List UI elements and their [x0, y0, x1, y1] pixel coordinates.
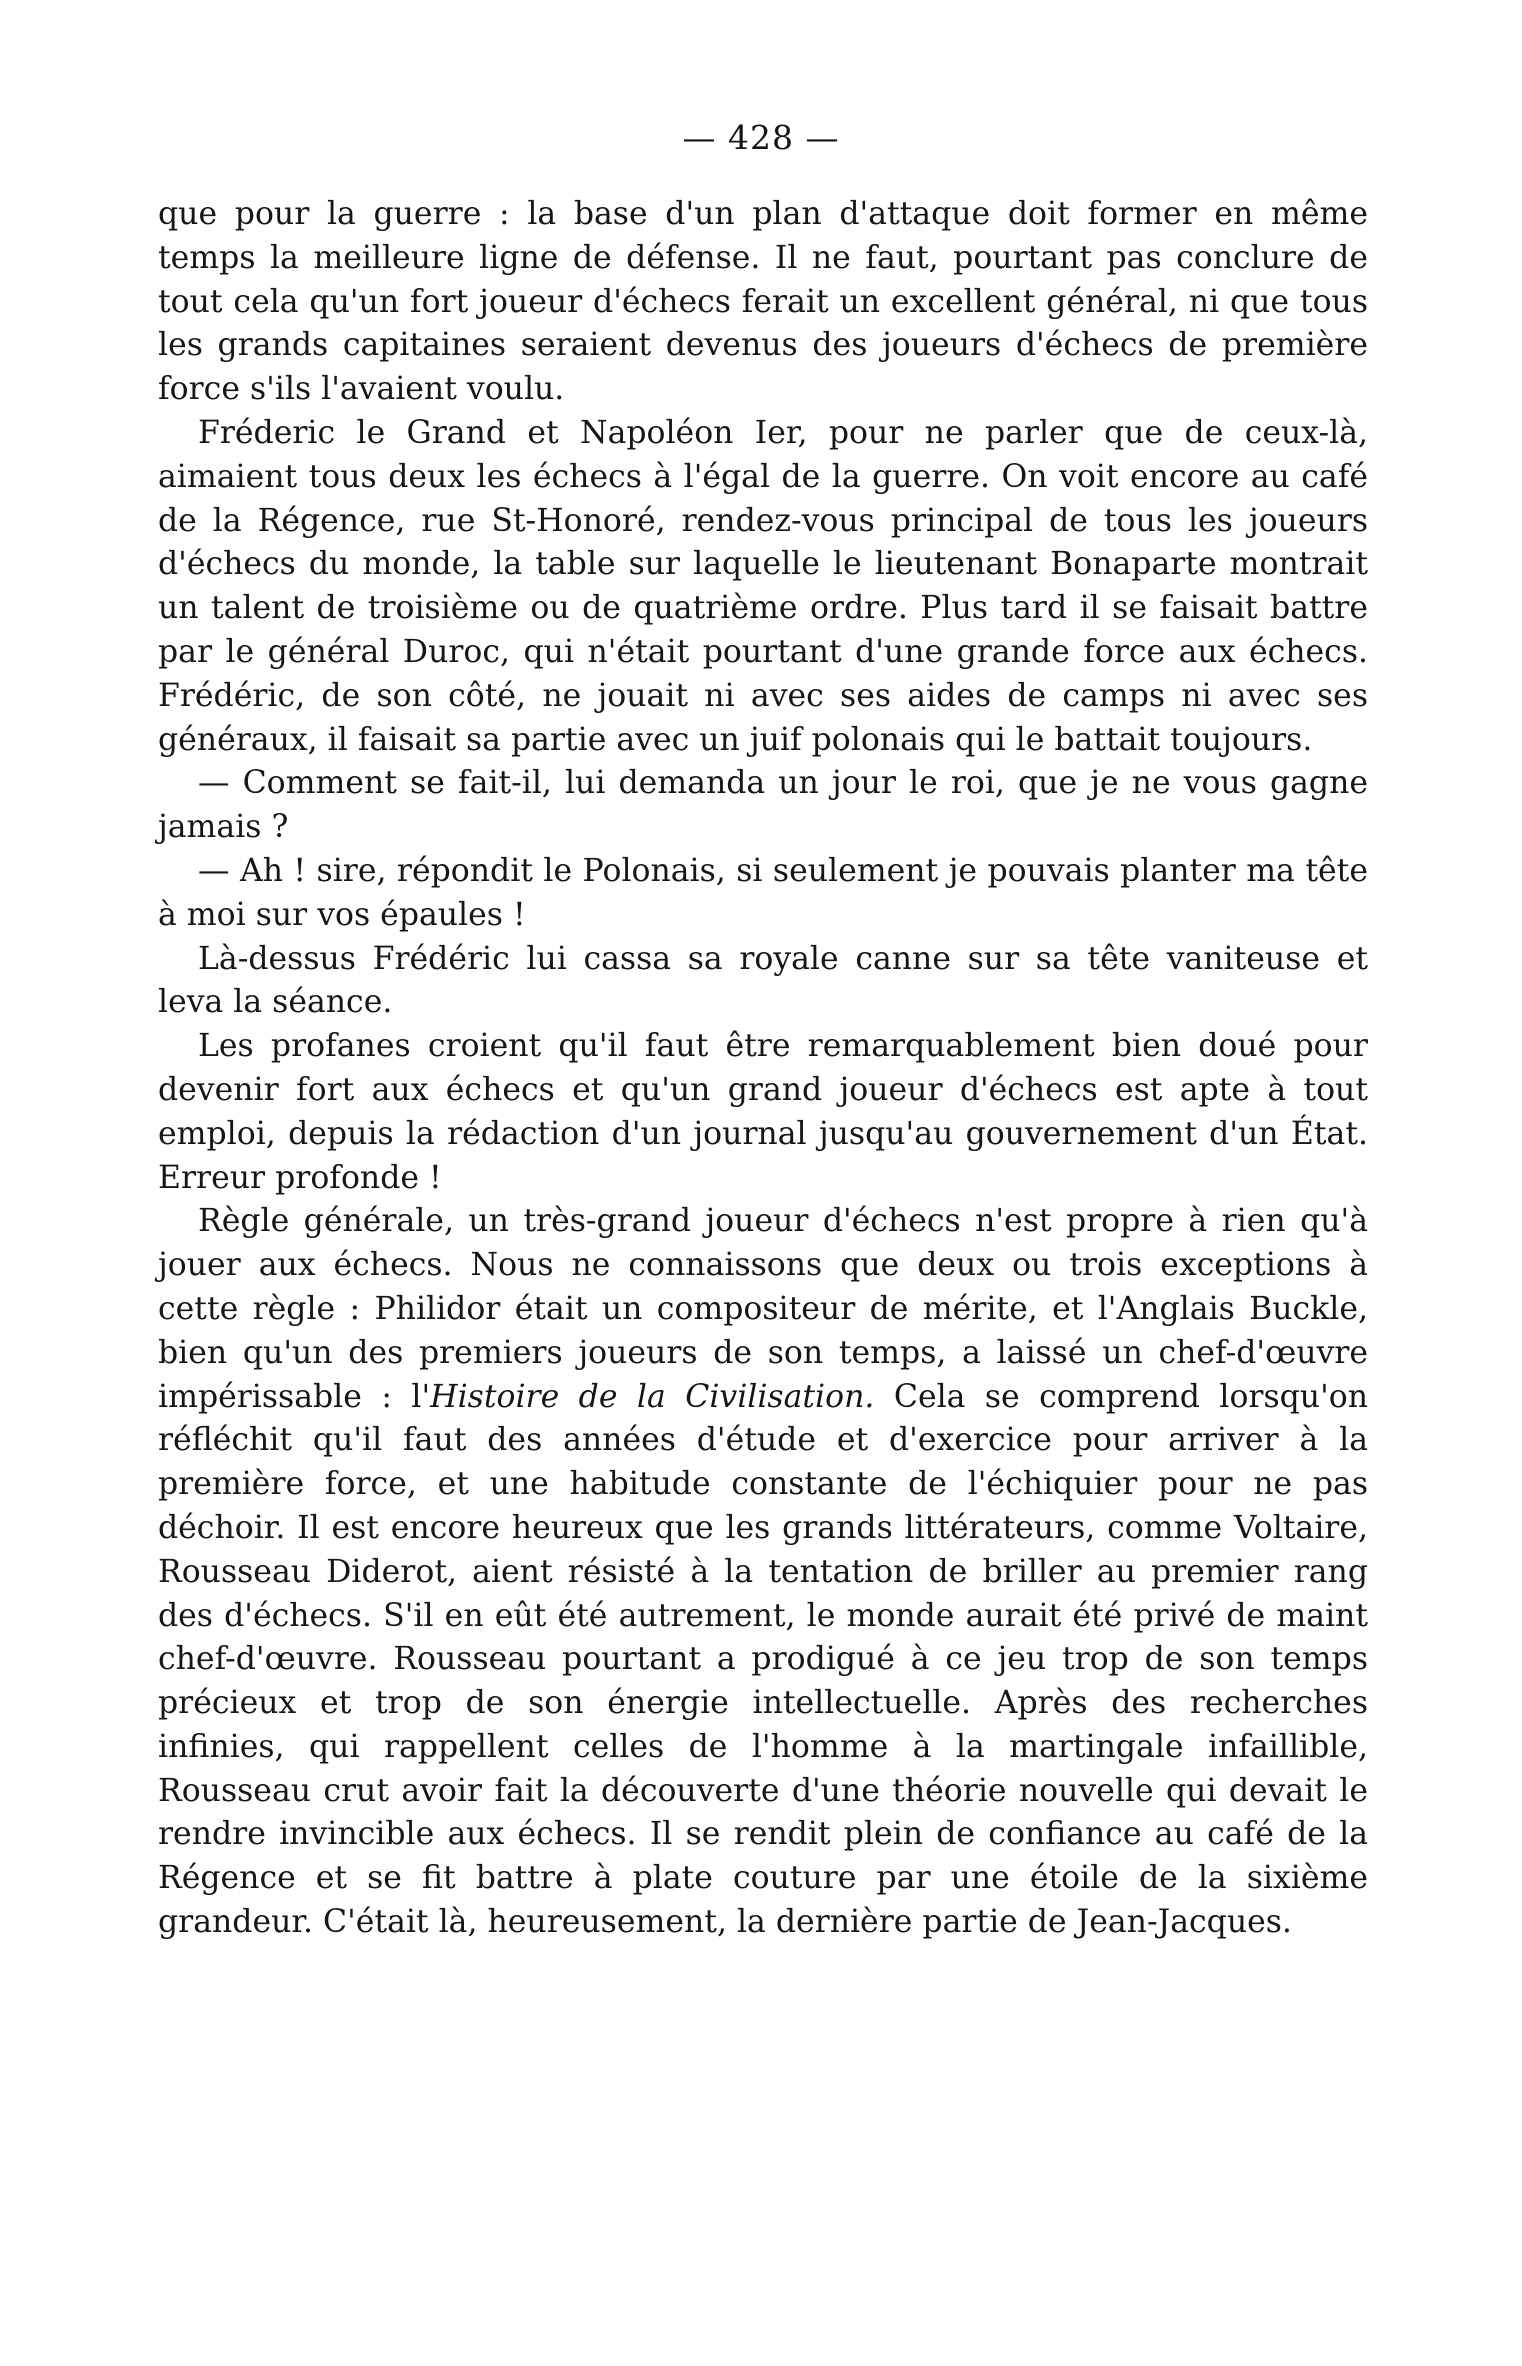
paragraph-3: — Comment se fait-il, lui demanda un jour le roi, que je ne vous gagne jamais ?: [158, 765, 1368, 846]
paragraph-2: Fréderic le Grand et Napoléon Ier, pour ne parler que de ceux-là, aimaient tous deux les échecs à l'égal de la guerre. On voit encore au café de la Régence, rue St-Honoré, rendez-vous principal de tous les joueurs d'échecs du monde, la table sur laquelle le lieutenant Bonaparte montrait un talent de troisième ou de quatrième ordre. Plus tard il se faisait battre par le général Duroc, qui n'était pourtant d'une grande force aux échecs. Frédéric, de son côté, ne jouait ni avec ses aides de camps ni avec ses généraux, il faisait sa partie avec un juif polonais qui le battait toujours.: [158, 414, 1368, 758]
body-text: [158, 193, 1368, 1945]
paragraph-4: — Ah ! sire, répondit le Polonais, si seulement je pouvais planter ma tête à moi sur vos épaules !: [158, 852, 1368, 933]
paragraph-1: que pour la guerre : la base d'un plan d'attaque doit former en même temps la meilleure ligne de défense. Il ne faut, pourtant pas conclure de tout cela qu'un fort joueur d'échecs ferait un excellent général, ni que tous les grands capitaines seraient devenus des joueurs d'échecs de première force s'ils l'avaient voulu.: [158, 196, 1368, 408]
paragraph-7: [158, 1200, 1368, 1945]
paragraph-6: Les profanes croient qu'il faut être remarquablement bien doué pour devenir fort aux échecs et qu'un grand joueur d'échecs est apte à tout emploi, depuis la rédaction d'un journal jusqu'au gouvernement d'un État. Erreur profonde !: [158, 1028, 1368, 1196]
paragraph-5: Là-dessus Frédéric lui cassa sa royale canne sur sa tête vaniteuse et leva la séance.: [158, 940, 1368, 1021]
book-title: Histoire de la Civilisation.: [430, 1378, 875, 1415]
paragraph-7-before: Règle générale, un très-grand joueur d'échecs n'est propre à rien qu'à jouer aux échecs. Nous ne connaissons que deux ou trois exceptions à cette règle : Philidor était un compositeur de mérite, et l'Anglais Buckle, bien qu'un des premiers joueurs de son temps, a laissé un chef-d'œuvre impérissable : l': [158, 1203, 1368, 1415]
paragraph-7-after: Cela se comprend lorsqu'on réfléchit qu'il faut des années d'étude et d'exercice pour arriver à la première force, et une habitude constante de l'échiquier pour ne pas déchoir. Il est encore heureux que les grands littérateurs, comme Voltaire, Rousseau Diderot, aient résisté à la tentation de briller au premier rang des d'échecs. S'il en eût été autrement, le monde aurait été privé de maint chef-d'œuvre. Rousseau pourtant a prodigué à ce jeu trop de son temps précieux et trop de son énergie intellectuelle. Après des recherches infinies, qui rappellent celles de l'homme à la martingale infaillible, Rousseau crut avoir fait la découverte d'une théorie nouvelle qui devait le rendre invincible aux échecs. Il se rendit plein de confiance au café de la Régence et se fit battre à plate couture par une étoile de la sixième grandeur. C'était là, heureusement, la dernière partie de Jean-Jacques.: [158, 1378, 1369, 1941]
page-number: — 428 —: [682, 118, 840, 157]
